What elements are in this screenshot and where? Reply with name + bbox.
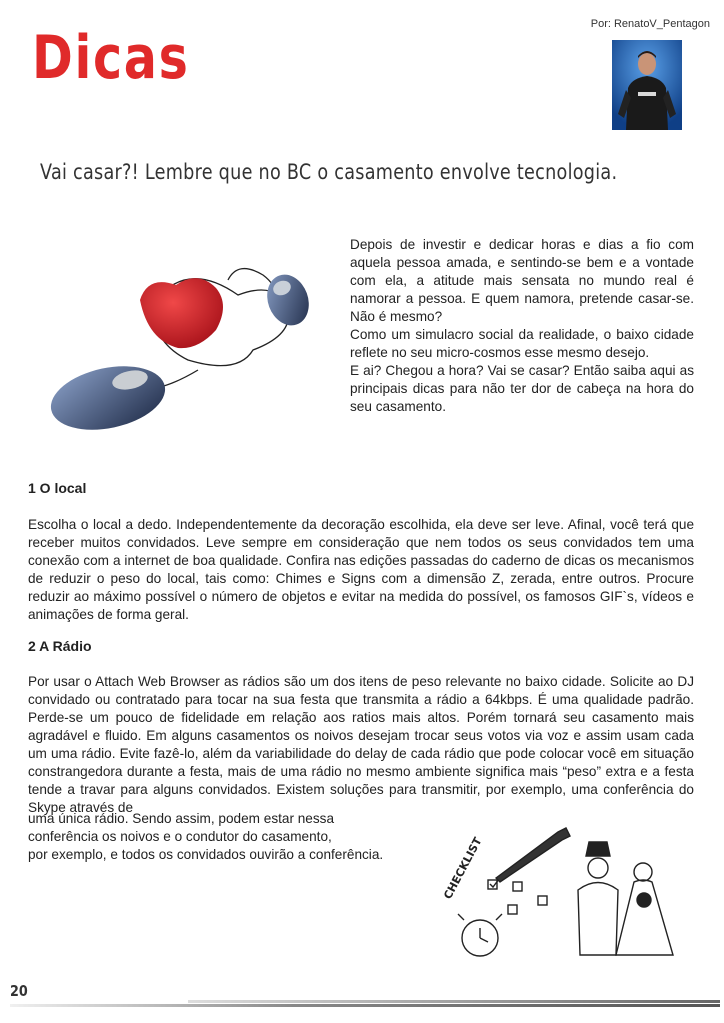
author-photo <box>612 40 682 130</box>
clipart-label: CHECKLIST <box>441 835 485 902</box>
checklist-wedding-clipart <box>438 820 694 960</box>
heart-and-mice-icon <box>38 240 336 445</box>
author-credit: Por: RenatoV_Pentagon <box>590 18 710 30</box>
footer-divider <box>10 1004 720 1007</box>
text-line: por exemplo, e todos os convidados ouvirão a conferência. <box>28 847 384 862</box>
intro-paragraph: E ai? Chegou a hora? Vai se casar? Então saiba aqui as principais dicas para não ter dor de cabeça na hora do seu casamento. <box>350 363 694 414</box>
section-heading-local: 1 O local <box>28 480 87 496</box>
intro-text <box>350 236 694 416</box>
section-heading-radio: 2 A Rádio <box>28 638 92 654</box>
section-logo: Dicas <box>32 23 190 93</box>
section-text-radio-tail <box>28 810 448 864</box>
text-line: conferência os noivos e o condutor do casamento, <box>28 829 332 844</box>
article-headline: Vai casar?! Lembre que no BC o casamento envolve tecnologia. <box>40 160 618 184</box>
page-number: 20 <box>10 982 28 1000</box>
footer-divider <box>188 1000 720 1003</box>
section-text-radio: Por usar o Attach Web Browser as rádios são um dos itens de peso relevante no baixo cidade. Solicite ao DJ convidado ou contratado para tocar na sua festa que transmita a rádio a 64kbps. É uma qualidade padrão. Perde-se um pouco de fidelidade em relação aos ratios mais altos. Porém tornará seu casamento mais agradável e fluido. Em alguns casamentos os noivos desejam trocar seus votos via voz e assim usam cada um uma rádio. Evite fazê-lo, além da variabilidade do delay de cada rádio que pode colocar você em situação constrangedora durante a festa, mais de uma rádio no mesmo ambiente significa mais “peso” extra e a festa tende a travar para alguns convidados. Existem soluções para transmitir, por exemplo, uma conferência do Skype através de <box>28 674 694 815</box>
section-text-local: Escolha o local a dedo. Independentemente da decoração escolhida, ela deve ser leve. Afinal, você terá que receber muitos convidados. Leve sempre em consideração que nem todos os seus convidados tem uma conexão com a internet de boa qualidade. Confira nas edições passadas do caderno de dicas os mecanismos de reduzir o peso do local, tais como: Chimes e Signs com a dimensão Z, zerada, entre outros. Procure reduzir ao máximo possível o número de objetos e evitar na medida do possível, os famosos GIF`s, vídeos e animações de forma geral. <box>28 517 694 622</box>
text-line: uma única rádio. Sendo assim, podem estar nessa <box>28 811 335 826</box>
intro-paragraph: Como um simulacro social da realidade, o baixo cidade reflete no seu micro-cosmos esse mesmo desejo. <box>350 327 694 360</box>
intro-paragraph: Depois de investir e dedicar horas e dias a fio com aquela pessoa amada, e sentindo-se bem e a vontade com ela, a atitude mais sensata no mundo real é namorar a pessoa. E quem namora, pretende casar-se. Não é mesmo? <box>350 237 694 324</box>
